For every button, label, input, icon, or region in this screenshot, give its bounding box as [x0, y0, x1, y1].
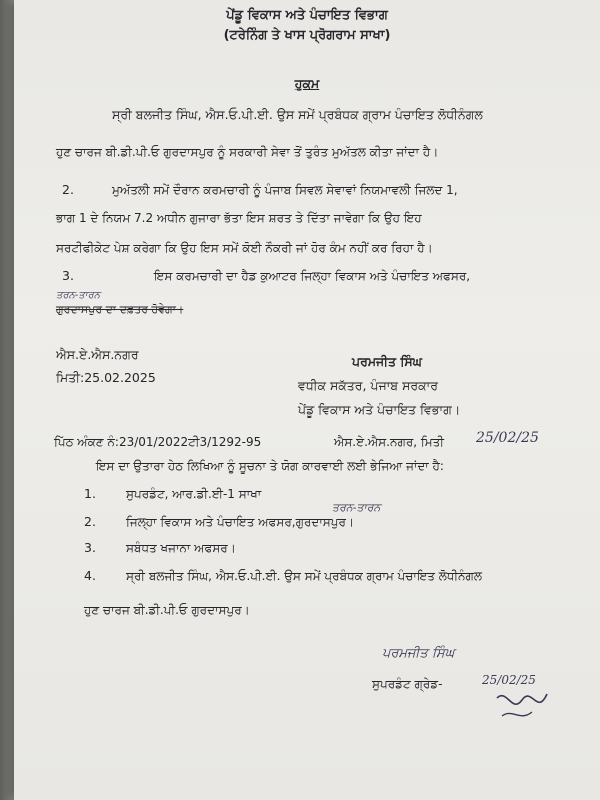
copy-item-4-text: ਸ੍ਰੀ ਬਲਜੀਤ ਸਿੰਘ, ਐਸ.ਓ.ਪੀ.ਈ. ਉਸ ਸਮੇਂ ਪ੍ਰਬੰਧਕ ਗ੍ਰਾਮ ਪੰਚਾਇਤ ਲੋਧੀਨੰਗਲ	[126, 569, 483, 583]
superintendent-designation: ਸੁਪਰਡੰਟ ਗ੍ਰੇਡ-	[372, 677, 443, 691]
branch-heading: (ਟਰੇਨਿੰਗ ਤੇ ਖਾਸ ਪ੍ਰੋਗਰਾਮ ਸਾਖਾ)	[223, 28, 391, 43]
copy-item-2-text: ਜਿਲ੍ਹਾ ਵਿਕਾਸ ਅਤੇ ਪੰਚਾਇਤ ਅਫਸਰ,ਗੁਰਦਾਸਪੁਰ।	[126, 515, 355, 529]
paragraph-3-line-2: ਗੁਰਦਾਸਪੁਰ ਦਾ ਦਫ਼ਤਰ ਹੋਵੇਗਾ।	[56, 303, 184, 316]
endorsement-ref: ਪਿੱਠ ਅੰਕਣ ਨੰ:23/01/2022ਟੀ3/1292-95	[54, 435, 262, 449]
paragraph-1-line-2: ਹੁਣ ਚਾਰਜ ਬੀ.ਡੀ.ਪੀ.ਓ ਗੁਰਦਾਸਪੁਰ ਨੂੰ ਸਰਕਾਰੀ ਸੇਵਾ ਤੋਂ ਤੁਰੰਤ ਮੁਅੱਤਲ ਕੀਤਾ ਜਾਂਦਾ ਹੈ।	[56, 145, 439, 159]
handwritten-signature: ਪਰਮਜੀਤ ਸਿੰਘ	[382, 646, 455, 661]
order-date: ਮਿਤੀ:25.02.2025	[56, 370, 156, 385]
signatory-name: ਪਰਮਜੀਤ ਸਿੰਘ	[352, 354, 422, 369]
endorsement-intro: ਇਸ ਦਾ ਉਤਾਰਾ ਹੇਠ ਲਿਖਿਆ ਨੂੰ ਸੂਚਨਾ ਤੇ ਯੋਗ ਕਾਰਵਾਈ ਲਈ ਭੇਜਿਆ ਜਾਂਦਾ ਹੈ:	[96, 459, 444, 473]
order-title: ਹੁਕਮ	[294, 76, 320, 91]
paragraph-1-line-1: ਸ੍ਰੀ ਬਲਜੀਤ ਸਿੰਘ, ਐਸ.ਓ.ਪੀ.ਈ. ਉਸ ਸਮੇਂ ਪ੍ਰਬੰਧਕ ਗ੍ਰਾਮ ਪੰਚਾਇਤ ਲੋਧੀਨੰਗਲ	[112, 107, 483, 122]
handwritten-correction-item-2: ਤਰਨ-ਤਾਰਨ	[332, 501, 381, 514]
copy-item-4-number: 4.	[84, 568, 96, 583]
paragraph-2-number: 2.	[62, 182, 74, 197]
copy-item-3-text: ਸਬੰਧਤ ਖਜਾਨਾ ਅਫਸਰ।	[126, 541, 236, 555]
paragraph-2-line-3: ਸਰਟੀਫੀਕੇਟ ਪੇਸ਼ ਕਰੇਗਾ ਕਿ ਉਹ ਇਸ ਸਮੇਂ ਕੋਈ ਨੌਕਰੀ ਜਾਂ ਹੋਰ ਕੰਮ ਨਹੀਂ ਕਰ ਰਿਹਾ ਹੈ।	[56, 241, 433, 255]
document-page	[14, 0, 600, 800]
place: ਐਸ.ਏ.ਐਸ.ਨਗਰ	[56, 347, 139, 362]
copy-item-2-number: 2.	[84, 514, 96, 529]
paragraph-3-number: 3.	[62, 268, 74, 283]
hand-shadow-edge	[0, 0, 14, 800]
handwritten-signature-date: 25/02/25	[482, 673, 536, 687]
endorsement-place-date: ਐਸ.ਏ.ਐਸ.ਨਗਰ, ਮਿਤੀ	[334, 435, 444, 449]
copy-item-3-number: 3.	[84, 540, 96, 555]
signature-scribble	[492, 686, 552, 726]
copy-item-1-text: ਸੁਪਰਡੰਟ, ਆਰ.ਡੀ.ਈ-1 ਸਾਖਾ	[126, 487, 262, 501]
handwritten-endorsement-date: 25/02/25	[476, 430, 539, 446]
handwritten-correction-hq: ਤਰਨ-ਤਾਰਨ	[56, 290, 100, 301]
copy-item-4-line-2: ਹੁਣ ਚਾਰਜ ਬੀ.ਡੀ.ਪੀ.ਓ ਗੁਰਦਾਸਪੁਰ।	[84, 603, 250, 617]
department-heading: ਪੇਂਡੂ ਵਿਕਾਸ ਅਤੇ ਪੰਚਾਇਤ ਵਿਭਾਗ	[226, 8, 388, 23]
paragraph-2-line-1: ਮੁਅੱਤਲੀ ਸਮੇਂ ਦੌਰਾਨ ਕਰਮਚਾਰੀ ਨੂੰ ਪੰਜਾਬ ਸਿਵਲ ਸੇਵਾਵਾਂ ਨਿਯਮਾਵਲੀ ਜਿਲਦ 1,	[112, 183, 458, 197]
signatory-department: ਪੇਂਡੂ ਵਿਕਾਸ ਅਤੇ ਪੰਚਾਇਤ ਵਿਭਾਗ।	[298, 402, 461, 417]
paragraph-3-line-1: ਇਸ ਕਰਮਚਾਰੀ ਦਾ ਹੈਡ ਕੁਆਟਰ ਜਿਲ੍ਹਾ ਵਿਕਾਸ ਅਤੇ ਪੰਚਾਇਤ ਅਫਸਰ,	[154, 269, 471, 283]
signatory-designation: ਵਧੀਕ ਸਕੱਤਰ, ਪੰਜਾਬ ਸਰਕਾਰ	[298, 378, 439, 393]
paragraph-2-line-2: ਭਾਗ 1 ਦੇ ਨਿਯਮ 7.2 ਅਧੀਨ ਗੁਜਾਰਾ ਭੱਤਾ ਇਸ ਸ਼ਰਤ ਤੇ ਦਿੱਤਾ ਜਾਵੇਗਾ ਕਿ ਉਹ ਇਹ	[56, 211, 422, 225]
copy-item-1-number: 1.	[84, 486, 96, 501]
